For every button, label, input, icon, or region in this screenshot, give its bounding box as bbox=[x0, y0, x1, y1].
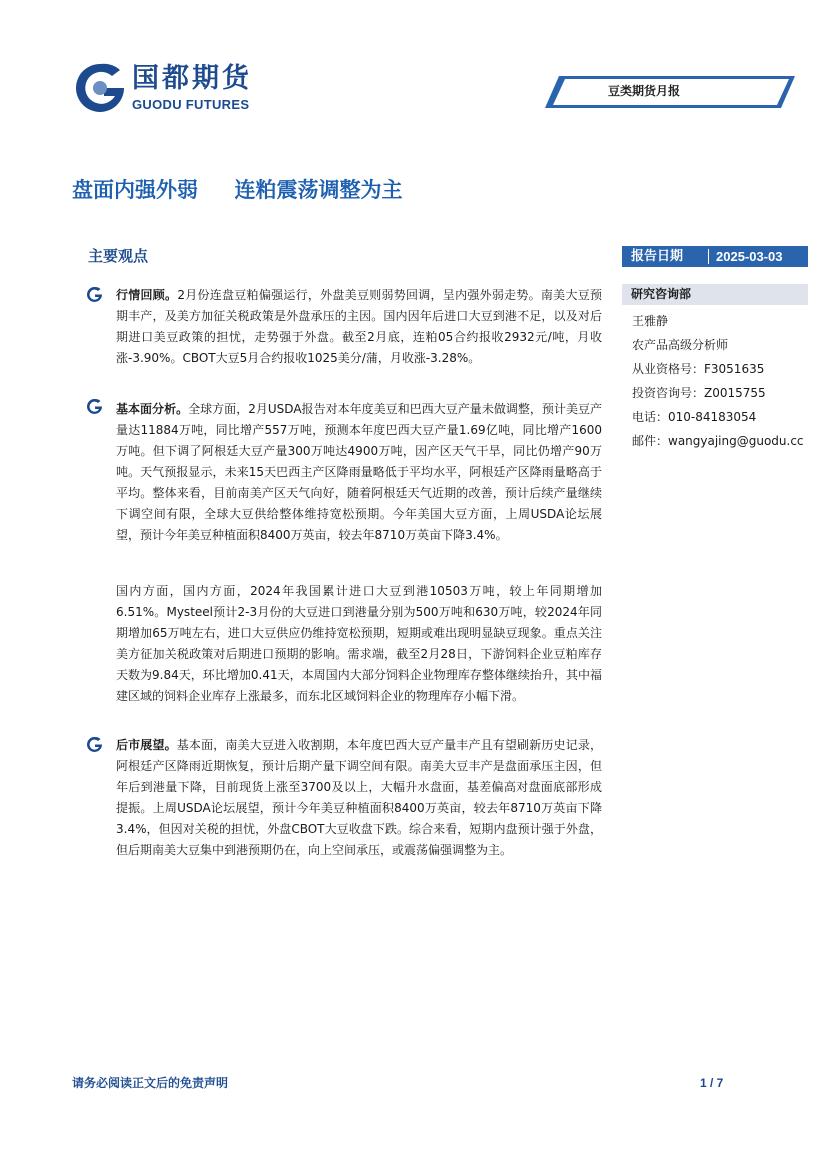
qualification-number: 从业资格号：F3051635 bbox=[632, 362, 765, 376]
analyst-name: 王雅静 bbox=[632, 314, 669, 328]
phone-number: 电话：010-84183054 bbox=[632, 410, 757, 424]
paragraph-text: 全球方面，2月USDA报告对本年度美豆和巴西大豆产量未做调整，预计美豆产量达11884万吨，同比增产557万吨，预测本年度巴西大豆产量1.69亿吨，同比增产1600万吨。但下调了阿根廷大豆产量300万吨达4900万吨，因产区天气干旱，同比仍增产90万吨。天气预报显示，未来15天巴西主产区降雨量略低于平均水平，阿根廷产区降雨量略高于平均。整体来看，目前南美产区天气向好，随着阿根廷天气近期的改善，预计后续产量继续下调空间有限，全球大豆供给整体维持宽松预期。今年美国大豆方面，上周USDA论坛展望，预计今年美豆种植面积8400万英亩，较去年8710万英亩下降3.4%。 bbox=[116, 402, 602, 542]
company-logo bbox=[74, 62, 274, 118]
paragraph-lead: 行情回顾。 bbox=[116, 288, 178, 302]
email-address: 邮件：wangyajing@guodu.cc bbox=[632, 434, 804, 448]
logo-text-en: GUODU FUTURES bbox=[132, 97, 250, 112]
report-type-label: 豆类期货月报 bbox=[608, 84, 681, 98]
report-date-label: 报告日期 bbox=[631, 249, 684, 264]
bullet-icon bbox=[86, 398, 103, 415]
research-heading: 研究咨询部 bbox=[622, 284, 808, 305]
outlook-paragraph bbox=[116, 735, 602, 861]
guodu-logo-icon bbox=[74, 62, 126, 114]
page-number: 1 / 7 bbox=[700, 1076, 724, 1090]
analyst-title: 农产品高级分析师 bbox=[632, 338, 729, 352]
bullet-icon bbox=[86, 736, 103, 753]
page-title: 盘面内强外弱 连粕震荡调整为主 bbox=[72, 178, 403, 202]
paragraph-text: 基本面，南美大豆进入收割期，本年度巴西大豆产量丰产且有望刷新历史记录，阿根廷产区降雨近期恢复，预计后期产量下调空间有限。南美大豆丰产是盘面承压主因，但年后到港量下降，目前现货上涨至3700及以上，大幅升水盘面，基差偏高对盘面底部形成提振。上周USDA论坛展望，预计今年美豆种植面积8400万英亩，较去年8710万英亩下降3.4%，但因对关税的担忧，外盘CBOT大豆收盘下跌。综合来看，短期内盘预计强于外盘，但后期南美大豆集中到港预期仍在，向上空间承压，或震荡偏强调整为主。 bbox=[116, 738, 602, 857]
bullet-icon bbox=[86, 286, 103, 303]
disclaimer-notice: 请务必阅读正文后的免责声明 bbox=[72, 1076, 229, 1090]
paragraph-lead: 后市展望。 bbox=[116, 738, 177, 752]
report-date-value: 2025-03-03 bbox=[716, 249, 783, 264]
research-contact-panel bbox=[622, 284, 808, 453]
paragraph-text: 2月份连盘豆粕偏强运行，外盘美豆则弱势回调，呈内强外弱走势。南美大豆预期丰产，及美方加征关税政策是外盘承压的主因。国内因年后进口大豆到港不足，以及对后期进口美豆政策的担忧，走势强于外盘。截至2月底，连粕05合约报收2932元/吨，月收涨-3.90%。CBOT大豆5月合约报收1025美分/蒲，月收涨-3.28%。 bbox=[116, 288, 602, 365]
domestic-analysis-paragraph bbox=[116, 581, 602, 707]
paragraph-text: 国内方面，国内方面，2024年我国累计进口大豆到港10503万吨，较上年同期增加6.51%。Mysteel预计2-3月份的大豆进口到港量分别为500万吨和630万吨，较2024年同期增加65万吨左右，进口大豆供应仍维持宽松预期，短期或难出现明显缺豆现象。重点关注美方征加关税政策对后期进口预期的影响。需求端，截至2月28日，下游饲料企业豆粕库存天数为9.84天，环比增加0.41天，本周国内大部分饲料企业物理库存整体继续抬升，其中福建区域的饲料企业库存上涨最多，而东北区域饲料企业的物理库存小幅下滑。 bbox=[116, 584, 602, 703]
logo-text-cn: 国都期货 bbox=[132, 63, 252, 94]
fundamental-analysis-paragraph bbox=[116, 399, 602, 546]
consulting-number: 投资咨询号：Z0015755 bbox=[632, 386, 766, 400]
market-review-paragraph bbox=[116, 285, 602, 369]
paragraph-lead: 基本面分析。 bbox=[116, 402, 189, 416]
section-heading: 主要观点 bbox=[88, 247, 149, 265]
report-date-divider bbox=[708, 249, 709, 264]
